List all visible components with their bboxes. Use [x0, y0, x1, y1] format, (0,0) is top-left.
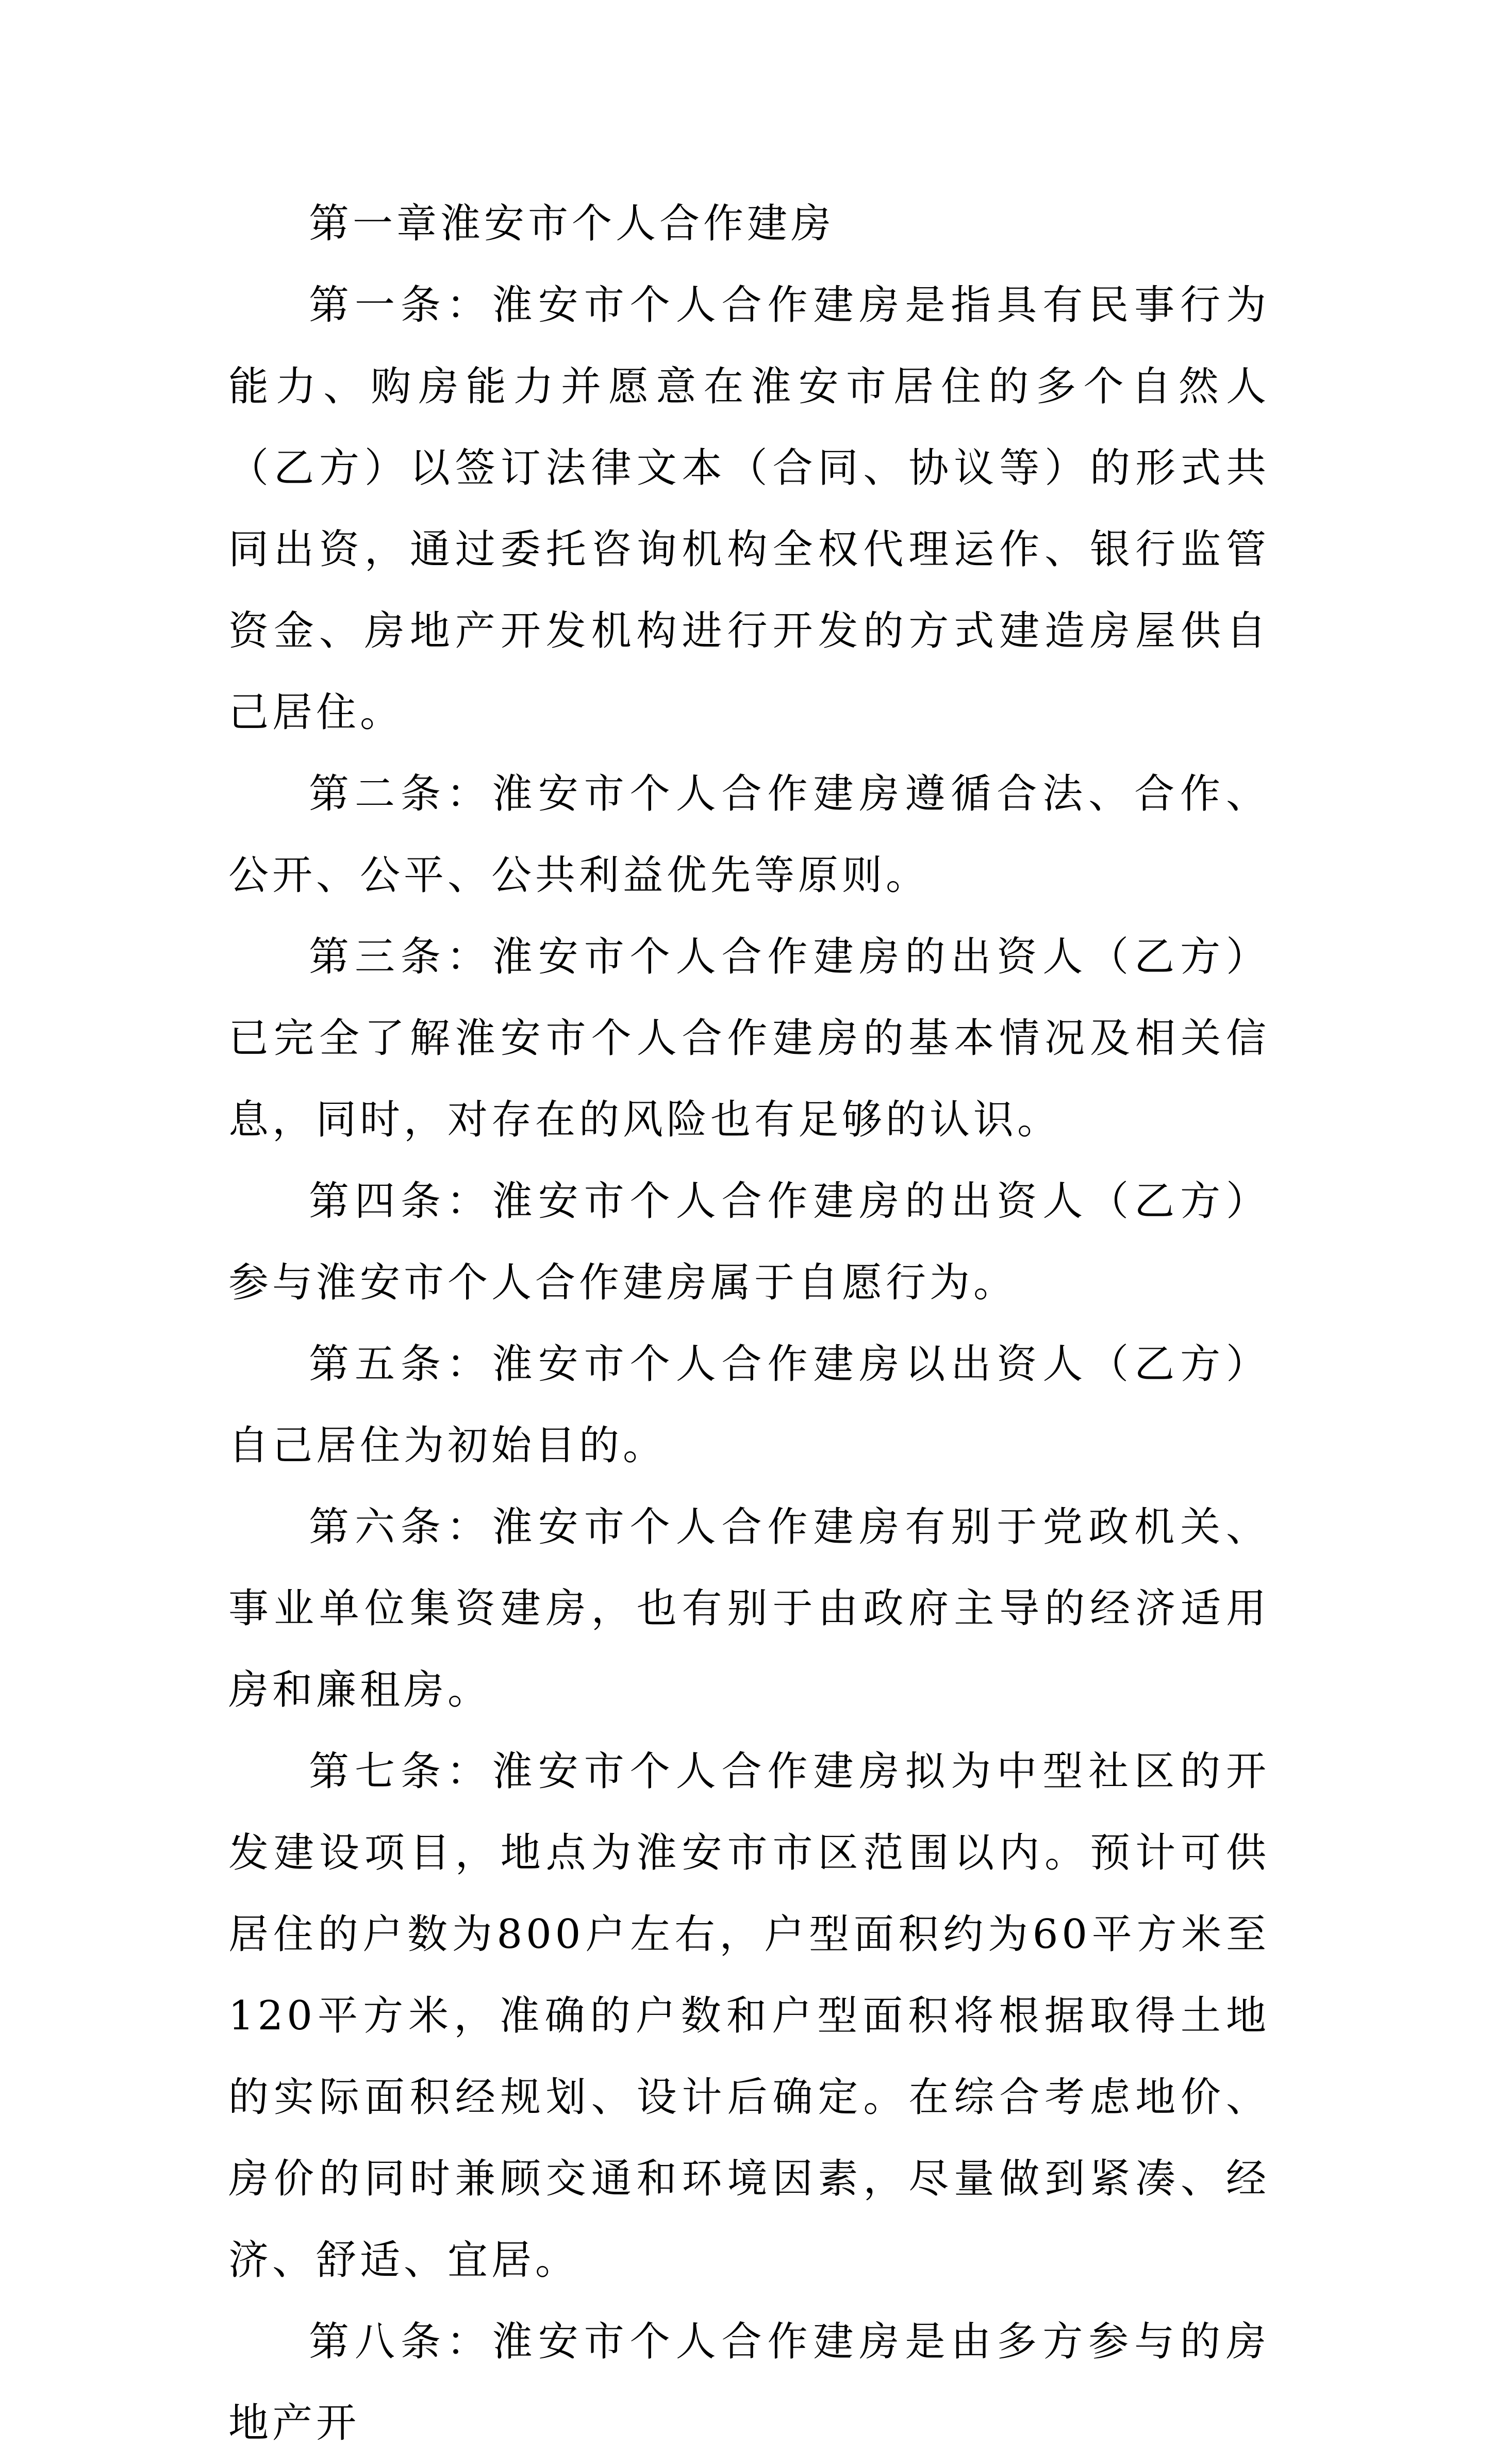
article-8: 第八条：淮安市个人合作建房是由多方参与的房地产开 [228, 2319, 1270, 2446]
document-body [228, 183, 1270, 2464]
article-6: 第六条：淮安市个人合作建房有别于党政机关、事业单位集资建房，也有别于由政府主导的经济适用房和廉租房。 [228, 1504, 1270, 1713]
article-1: 第一条：淮安市个人合作建房是指具有民事行为能力、购房能力并愿意在淮安市居住的多个自然人（乙方）以签订法律文本（合同、协议等）的形式共同出资，通过委托咨询机构全权代理运作、银行监管资金、房地产开发机构进行开发的方式建造房屋供自己居住。 [228, 282, 1270, 736]
article-7: 第七条：淮安市个人合作建房拟为中型社区的开发建设项目，地点为淮安市市区范围以内。预计可供居住的户数为800户左右，户型面积约为60平方米至120平方米，准确的户数和户型面积将根据取得土地的实际面积经规划、设计后确定。在综合考虑地价、房价的同时兼顾交通和环境因素，尽量做到紧凑、经济、舒适、宜居。 [228, 1748, 1270, 2284]
article-4: 第四条：淮安市个人合作建房的出资人（乙方）参与淮安市个人合作建房属于自愿行为。 [228, 1178, 1270, 1306]
article-3: 第三条：淮安市个人合作建房的出资人（乙方）已完全了解淮安市个人合作建房的基本情况及相关信息，同时，对存在的风险也有足够的认识。 [228, 934, 1270, 1143]
article-5: 第五条：淮安市个人合作建房以出资人（乙方）自己居住为初始目的。 [228, 1341, 1270, 1469]
article-2: 第二条：淮安市个人合作建房遵循合法、合作、公开、公平、公共利益优先等原则。 [228, 771, 1270, 899]
chapter-title: 第一章淮安市个人合作建房 [309, 201, 835, 247]
